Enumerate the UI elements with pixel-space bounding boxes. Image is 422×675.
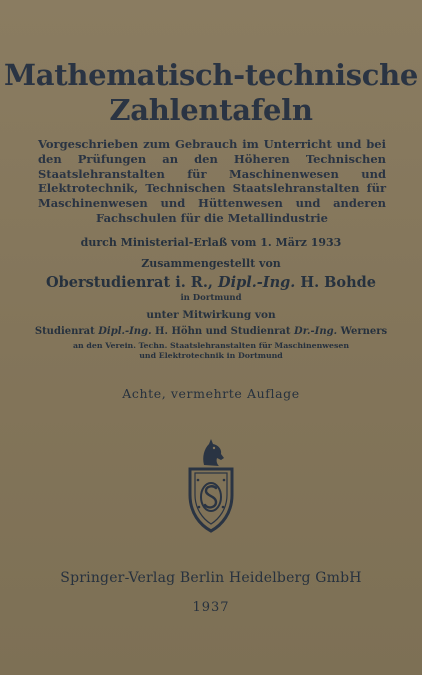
publisher: Springer-Verlag Berlin Heidelberg GmbH [60, 570, 362, 586]
title-line-2: Zahlentafeln [109, 93, 313, 127]
author-degree: Dipl.-Ing. [218, 274, 296, 291]
collaborator-1-name: H. Höhn [151, 326, 203, 337]
collaborator-2-name: Werners [337, 326, 388, 337]
springer-knight-icon [180, 435, 242, 535]
edition: Achte, vermehrte Auflage [122, 386, 300, 401]
institution-line-2: und Elektrotechnik in Dortmund [139, 351, 283, 360]
author [0, 274, 422, 291]
author-prefix: Oberstudienrat i. R., [45, 274, 219, 291]
description: Vorgeschrieben zum Gebrauch im Unterricht und bei den Prüfungen an den Höheren Technischen Staatslehranstalten für Maschinenwesen und Elektrotechnik, Technischen Staatslehranstalten für Maschinenwesen und Hüttenwesen und anderen Fachschulen für die Metallindustrie [38, 137, 386, 225]
collaborator-joiner: und Studienrat [202, 326, 295, 337]
title-line-1: Mathematisch-technische [3, 58, 419, 92]
collaborator-2-degree: Dr.-Ing. [294, 326, 338, 337]
author-name: H. Bohde [295, 274, 377, 291]
collaborator-1-prefix: Studienrat [34, 326, 99, 337]
author-place: in Dortmund [180, 293, 242, 303]
compiled-by: Zusammengestellt von [141, 257, 281, 270]
decree: durch Ministerial-Erlaß vom 1. März 1933 [80, 236, 342, 249]
collaborator-1-degree: Dipl.-Ing. [98, 326, 152, 337]
year: 1937 [192, 600, 230, 615]
institution-line-1: an den Verein. Techn. Staatslehranstalten für Maschinenwesen [72, 341, 350, 350]
collaborators [0, 326, 422, 337]
collaboration: unter Mitwirkung von [146, 309, 276, 321]
